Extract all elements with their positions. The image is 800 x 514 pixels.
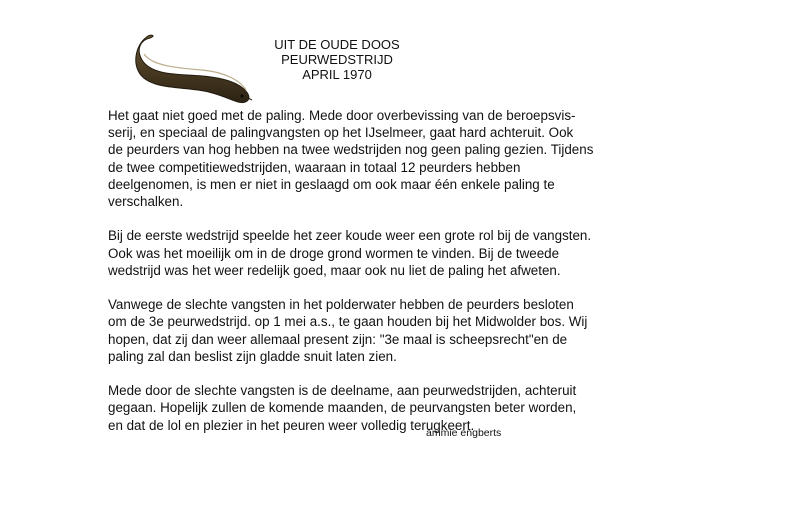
text-line: en dat de lol en plezier in het peuren weer volledig terugkeert. [108,417,475,433]
paragraph [108,227,668,279]
text-line: de peurders van hog hebben na twee wedstrijden nog geen paling gezien. Tijdens [108,142,594,158]
article-title [262,37,412,82]
text-line: deelgenomen, is men er niet in geslaagd om ook maar één enkele paling te [108,176,555,192]
title-line: PEURWEDSTRIJD [281,52,393,67]
text-line: om de 3e peurwedstrijd. op 1 mei a.s., te gaan houden bij het Midwolder bos. Wij [108,314,588,330]
text-line: Het gaat niet goed met de paling. Mede door overbevissing van de beroepsvis- [108,108,576,123]
title-line: UIT DE OUDE DOOS [274,37,400,52]
text-line: Vanwege de slechte vangsten in het polderwater hebben de peurders besloten [108,297,574,313]
text-line: serij, en speciaal de palingvangsten op het IJselmeer, gaat hard achteruit. Ook [108,125,574,141]
paragraph [108,296,668,365]
title-line: APRIL 1970 [302,67,372,82]
text-line: paling zal dan beslist zijn gladde snuit laten zien. [108,348,397,364]
paragraph [108,107,668,210]
text-line: de twee competitiewedstrijden, waaraan in totaal 12 peurders hebben [108,159,521,175]
text-line: wedstrijd was het weer redelijk goed, maar ook nu liet de paling het afweten. [108,262,561,278]
text-line: gegaan. Hopelijk zullen de komende maanden, de peurvangsten beter worden, [108,400,577,416]
text-line: Bij de eerste wedstrijd speelde het zeer koude weer een grote rol bij de vangsten. [108,228,592,244]
text-line: Ook was het moeilijk om in de droge grond wormen te vinden. Bij de tweede [108,245,560,261]
author-name: ammie engberts [426,427,502,439]
text-line: verschalken. [108,194,184,210]
paragraph [108,382,668,434]
text-line: Mede door de slechte vangsten is de deelname, aan peurwedstrijden, achteruit [108,383,577,399]
article-body [108,107,668,451]
text-line: hopen, dat zij dan weer allemaal present zijn: "3e maal is scheepsrecht"en de [108,331,568,347]
eel-illustration [130,30,262,110]
